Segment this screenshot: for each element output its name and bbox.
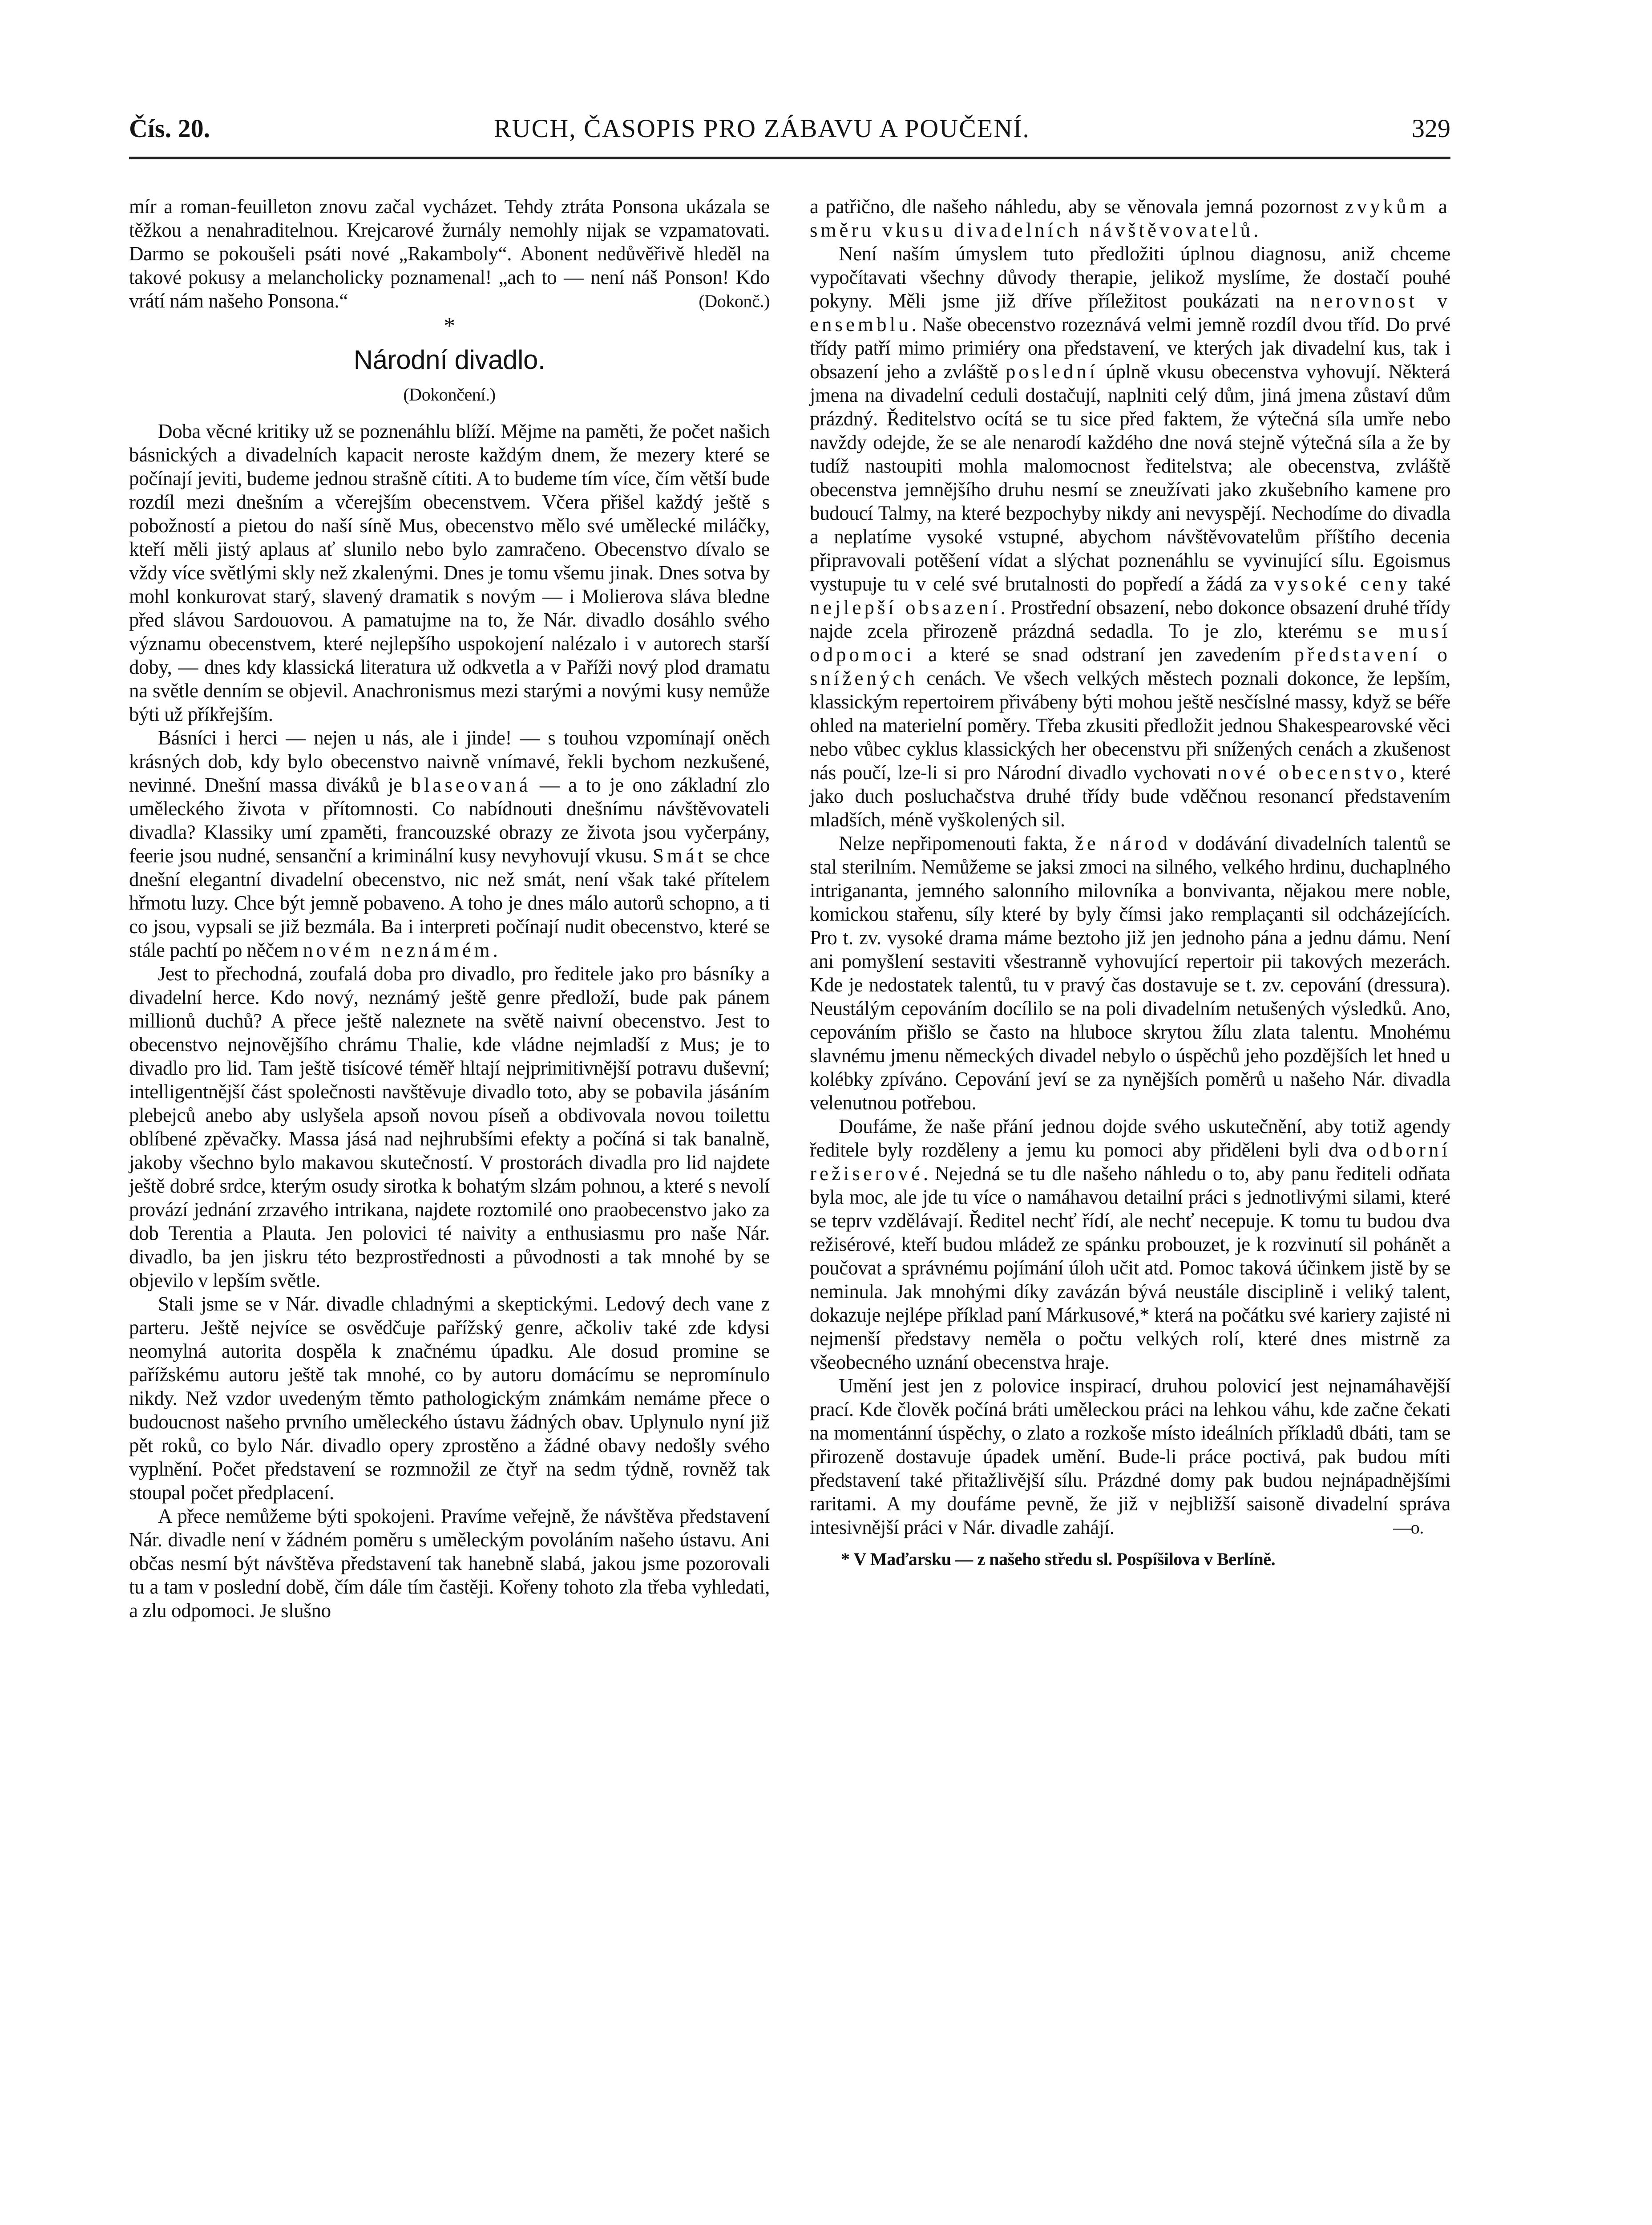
text-run: Umění jest jen z polovice inspirací, druhou polovicí jest nejnamáhavější prací. Kde člověk počíná bráti uměleckou práci na lehkou váhu, kde začne čekati na momentánní úspěchy, o zlato a rozkoše místo ideálních příkladů dbáti, tam se přirozeně dostavuje úpadek umění. Bude-li práce poctivá, pak budou míti představení také přitažlivější sílu. Prázdné domy pak budou nejnápadnějšími raritami. A my doufáme pevně, že již v nejbližší saisoně divadelní správa intesivnější práci v Nár. divadle zahájí.: [810, 1375, 1450, 1538]
text-run: Stali jsme se v Nár. divadle chladnými a skeptickými. Ledový dech vane z parteru. Ještě nejvíce se osvědčuje pařížský genre, ačkoliv také zde kdysi neomylná autorita dospěla k značnému úpadku. Ale dosud promine se pařížskému autoru ještě tak mnohé, co by autoru domácímu se nepromínulo nikdy. Než vzdor uvedeným těmto pathologickým známkám nemáme přece o budoucnost našeho prvního uměleckého ústavu žádných obav. Uplynulo nyní již pět roků, co bylo Nár. divadlo opery zprostěno a žádné obavy nedošly svého vyplnění. Počet představení se rozmnožil ze čtyř na sedm týdně, rovněž tak stoupal počet předplacení.: [129, 1293, 770, 1504]
paragraph: [810, 832, 1450, 1115]
text-run: Doufáme, že naše přání jednou dojde svého uskutečnění, aby totiž agendy ředitele byly rozděleny a jemu ku pomoci aby přiděleni byli dva: [810, 1115, 1450, 1161]
paragraph: [810, 1115, 1450, 1374]
author-signature: —o.: [1393, 1517, 1424, 1537]
right-column: [810, 195, 1450, 1622]
text-run: a patřično, dle našeho náhledu, aby se věnovala jemná pozornost: [810, 195, 1345, 218]
paragraph: [810, 195, 1450, 242]
emphasized-text: se musí odpomoci: [810, 620, 1450, 666]
text-run: .: [493, 939, 498, 961]
text-run: Básníci i herci — nejen u nás, ale i jinde! — s touhou vzpomínají oněch krásných dob, kdy bylo obecenstvo naivně vnímavé, řekli bychom nezkušené, nevinné. Dnešní massa diváků je: [129, 727, 770, 796]
text-run: Doba věcné kritiky už se poznenáhlu blíží. Mějme na paměti, že počet našich básnických a divadelních kapacit neroste každým dnem, že mezery které se počínají jeviti, budeme jednou strašně cítiti. A to budeme tím více, čím větší bude rozdíl mezi dnešním a včerejším obecenstvem. Včera přišel každý ještě s pobožností a pietou do naší síně Mus, obecenstvo mělo své umělecké miláčky, kteří měli jistý aplaus ať slunilo nebo bylo zamračeno. Obecenstvo dívalo se vždy více světlými skly než zkalenými. Dnes je tomu všemu jinak. Dnes sotva by mohl konkurovat starý, slavený dramatik s novým — i Molierova sláva bledne před slávou Sardouovou. A pamatujme na to, že Nár. divadlo dosáhlo svého významu obecenstvem, které nejlepšího uspokojení nalézalo i v autorech starší doby, — dnes kdy klassická literatura už odkvetla a v Paříži nový plod dramatu na světle denním se objevil. Anachronismus mezi starými a novými kusy nemůže býti už příkřejším.: [129, 420, 770, 725]
journal-title: RUCH, ČASOPIS PRO ZÁBAVU A POUČENÍ.: [494, 114, 1030, 143]
paragraph: [810, 242, 1450, 832]
emphasized-text: představení o snížených: [810, 643, 1450, 689]
emphasized-text: nové obecenstvo: [1217, 761, 1400, 784]
article-body-left: [129, 420, 770, 1622]
left-column: [129, 195, 770, 1622]
paragraph: [810, 1374, 1450, 1539]
emphasized-text: poslední: [1005, 360, 1099, 383]
issue-number: Čís. 20.: [129, 114, 210, 143]
text-run: A přece nemůžeme býti spokojeni. Pravíme veřejně, že návštěva představení Nár. divadle není v žádném poměru s uměleckým povoláním našeho ústavu. Ani občas nesmí být návštěva představení tak hanebně slabá, jakou jsme pozorovali tu a tam v poslední době, čím dále tím častěji. Kořeny tohoto zla třeba vyhledati, a zlu odpomoci. Je slušno: [129, 1505, 770, 1622]
header-rule: [129, 157, 1450, 159]
emphasized-text: nerovnost v ensemblu: [810, 290, 1450, 336]
paragraph: [129, 1292, 770, 1505]
text-run: . Nejedná se tu dle našeho náhledu o to, aby panu řediteli odňata byla moc, ale jde tu více o namáhavou detailní práci s jednotlivými silami, které se teprv vzdělávají. Ředitel nechť řídí, ale nechť necepuje. K tomu tu budou dva režisérové, kteří budou mládež ze spánku probouzet, je k rozvinutí sil pohánět a poučovat a správnému pojímání úloh učit atd. Pomoc taková účinkem jistě by se neminula. Jak mnohými díky zavázán bývá neustále disciplině i veliký talent, dokazuje nejlépe příklad paní Márkusové,* která na počátku své kariery zajisté ni nejmenší představy neměla o počtu velkých rolí, které dnes mistrně za všeobecného uznání obecenstva hraje.: [810, 1162, 1450, 1373]
paragraph: [129, 420, 770, 726]
text-run: Jest to přechodná, zoufalá doba pro divadlo, pro ředitele jako pro básníky a divadelní herce. Kdo nový, neznámý ještě genre předloží, bude pak pánem millionů duchů? A přece ještě naleznete na světě naivní obecenstvo. Jest to obecenstvo nejnovějšího chrámu Thalie, kde vládne nejmladší z Mus; je to divadlo pro lid. Tam ještě tisícové téměř hltají nejprimitivnější potravu duševní; intelligentnější část společnosti navštěvuje divadlo toto, aby se pobavila jásáním plebejců anebo aby uslyšela apsoň novou píseň a obdivovala novou toilettu oblíbené zpěvačky. Massa jásá nad nejhrubšími efekty a počíná si tak banalně, jakoby všechno bylo makavou skutečností. V prostorách divadla pro lid najdete ještě dobré srdce, kterým osudy sirotka k bohatým slzám pohnou, a které s nevolí provází jednání zrzavého intrikana, najdete roztomilé ono praobecenstvo jako za dob Terentia a Plauta. Jen polovici té naivity a enthusiasmu pro naše Nár. divadlo, ba jen jiskru této bezprostřednosti a původnosti a tak mnohé by se objevilo v lepším světle.: [129, 963, 770, 1291]
text-run: a které se snad odstraní jen zavedením: [914, 643, 1294, 666]
text-run: mír a roman-feuilleton znovu začal vycházet. Tehdy ztráta Ponsona ukázala se těžkou a nenahraditelnou. Krejcarové žurnály nemohly nijak se vzpamatovati. Darmo se pokoušeli psáti nové „Rakamboly“. Abonent nedůvěřivě hleděl na takové pokusy a melancholicky poznamenal! „ach to — není náš Ponson! Kdo vrátí nám našeho Ponsona.“: [129, 195, 770, 312]
article-title: Národní divadlo.: [353, 345, 545, 375]
emphasized-text: novém neznámém: [303, 939, 493, 961]
text-run: také: [1410, 573, 1450, 595]
page-number: 329: [1412, 114, 1450, 143]
emphasized-text: že národ: [1074, 832, 1171, 854]
text-run: Není naším úmyslem tuto předložiti úplnou diagnosu, aniž chceme vypočítavati všechny důvody therapie, jelikož myslíme, že dostačí pouhé pokyny. Měli jsme již dříve příležitost poukázati na: [810, 243, 1450, 312]
article-subtitle: (Dokončení.): [403, 384, 496, 405]
text-run: .: [1253, 219, 1258, 241]
text-run: Nelze nepřipomenouti fakta,: [839, 832, 1075, 854]
emphasized-text: zvykům a směru vkusu divadelních návštěvovatelů: [810, 195, 1451, 241]
text-run: . Prostřední obsazení, nebo dokonce obsazení druhé třídy najde zcela přirozeně prázdná sedadla. To je zlo, kterému: [810, 596, 1450, 642]
text-run: úplně vkusu obecenstva vyhovují. Některá jmena na divadelní ceduli dostačují, naplniti celý dům, jiná jmena zůstaví dům prázdný. Ředitelstvo ocítá se tu sice před faktem, že výtečná síla umře nebo navždy odejde, že se ale nenarodí každého dne nová stejně výtečná síla a že by tudíž nastoupiti mohla malomocnost ředitelstva; ale obecenstva, zvláště obecenstva jemnějšího druhu nesmí se zneužívati jako zkušebního kamene pro budoucí Talmy, na které bezpochyby nikdy ani nevyspějí. Nechodíme do divadla a neplatíme vysoké vstupné, abychom návštěvovatelům příštího decenia připravovali potěšení vídat a slýchat poznenáhlu se vyvinující sílu. Egoismus vystupuje tu v celé své brutalnosti do popředí a žádá za: [810, 360, 1450, 595]
running-header: [129, 113, 1450, 154]
text-run: — a to je ono základní zlo uměleckého života v přítomnosti. Co nabídnouti dnešnímu návštěvovateli divadla? Klassiky umí zpaměti, francouzské obrazy ze života jsou vyčerpány, feerie jsou nudné, sensanční a kriminální kusy nevyhovují vkusu.: [129, 774, 770, 867]
emphasized-text: odborní režiserové: [810, 1139, 1450, 1185]
text-run: . Naše obecenstvo rozeznává velmi jemně rozdíl dvou tříd. Do prvé třídy patří mimo primiéry ona představení, ve kterých jak divadelní kus, tak i obsazení jeho a zvláště: [810, 313, 1450, 383]
paragraph: [129, 962, 770, 1292]
emphasized-text: blaseovaná: [411, 774, 531, 796]
text-run: cenách. Ve všech velkých městech poznali dokonce, že lepším, klassickým repertoirem přivábeny býti mohou ještě nesčíslné massy, když se béře ohled na materielní poměry. Třeba zkusiti předložit jednou Shakespearovské věci nebo vůbec cyklus klassických her obecenstvu při snížených cenách a zkušenost nás poučí, lze-li si pro Národní divadlo vychovati: [810, 667, 1450, 784]
text-run: , které jako duch posluchačstva druhé třídy bude vděčnou resonancí představením mladších, méně vyškolených sil.: [810, 761, 1450, 831]
paragraph: [129, 1505, 770, 1622]
columns: [129, 195, 1450, 1622]
previous-article-ending: [129, 195, 770, 313]
footnote: * V Maďarsku — z našeho středu sl. Pospíšilova v Berlíně.: [841, 1549, 1276, 1569]
emphasized-text: nejlepší obsazení: [810, 596, 1001, 619]
text-run: se chce dnešní elegantní divadelní obecenstvo, nic než smát, není však také přítelem hřmotu luzy. Chce být jemně pobaveno. A toho je dnes málo autorů schopno, a ti co jsou, vypsali se již bezmála. Ba i interpreti počínají nudit obecenstvo, které se stále pachtí po něčem: [129, 845, 770, 961]
emphasized-text: vysoké ceny: [1274, 573, 1411, 595]
article-body-right: [810, 195, 1450, 1539]
section-separator: *: [444, 313, 455, 339]
emphasized-text: Smát: [653, 845, 707, 867]
continued-signature: (Dokonč.): [699, 291, 770, 311]
text-run: v dodávání divadelních talentů se stal sterilním. Nemůžeme se jaksi zmoci na silného, velkého hrdinu, duchaplného intrigananta, jemného salonního milovníka a bonvivanta, nějakou mere noble, komickou stařenu, síly které by byly čímsi jako remplaçanti sil odcházejících. Pro t. zv. vysoké drama máme beztoho již jen jednoho pána a jednu dámu. Není ani pomyšlení sestaviti všestranně vyhovující repertoir pii takových mezerách. Kde je nedostatek talentů, tu v pravý čas dostavuje se t. zv. cepování (dressura). Neustálým cepováním docílilo se na poli divadelním netušených výsledků. Ano, cepováním přišlo se často na hluboce skrytou žílu zlata talentu. Mnohému slavnému jmenu německých divadel nebylo o úspěchů jeho pozdějších let hned u kolébky zpíváno. Cepování jeví se za nynějších poměrů u našeho Nár. divadla velenutnou potřebou.: [810, 832, 1451, 1114]
paragraph: [129, 726, 770, 962]
